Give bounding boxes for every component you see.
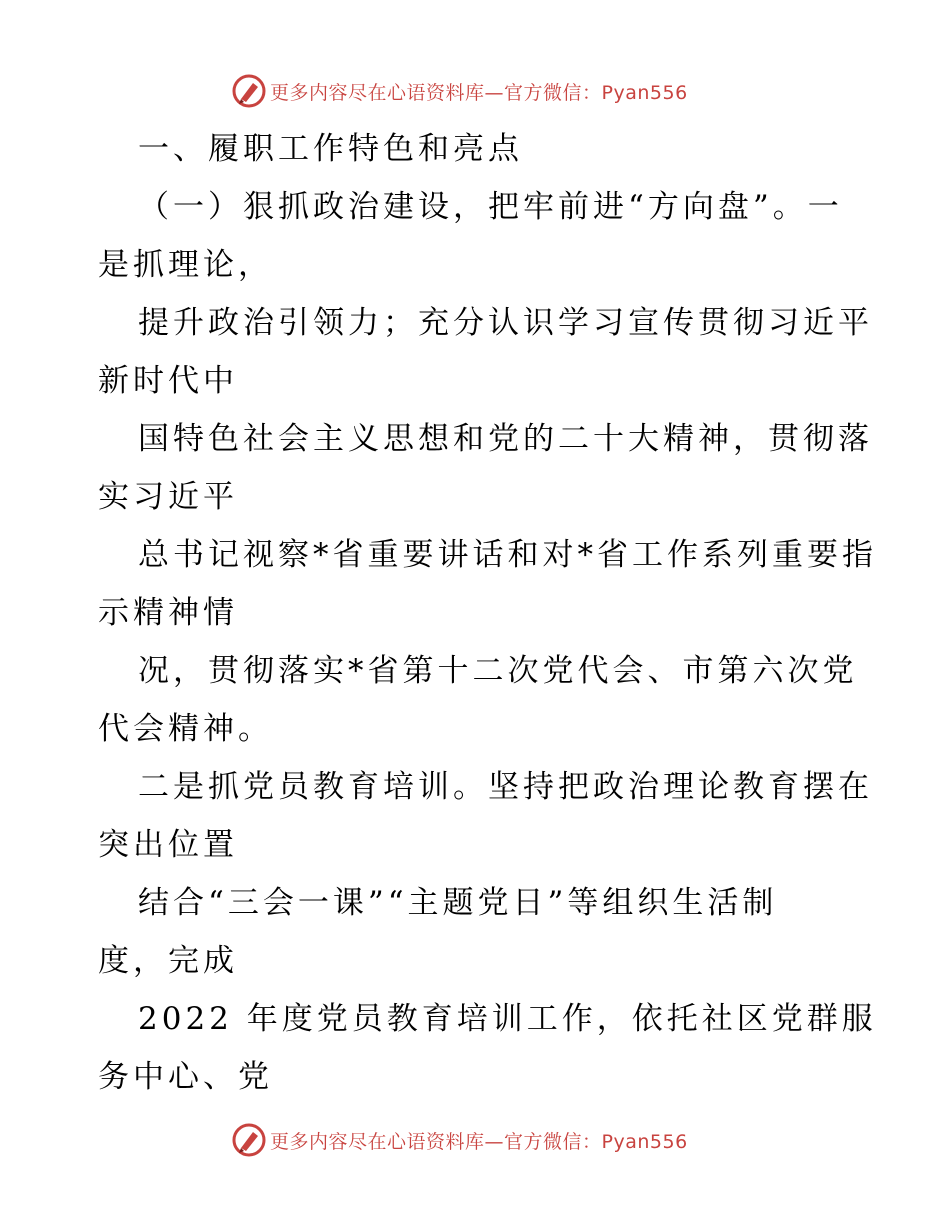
text-line: 二是抓党员教育培训。坚持把政治理论教育摆在 — [138, 769, 873, 805]
text-line: 突出位置 — [98, 827, 238, 863]
pen-logo-icon — [232, 1123, 266, 1157]
text-line: 结合“三会一课”“主题党日”等组织生活制 — [138, 885, 778, 921]
watermark-text: 更多内容尽在心语资料库—官方微信：Pyan556 — [270, 81, 688, 104]
text-line: 实习近平 — [98, 479, 238, 515]
text-line: 国特色社会主义思想和党的二十大精神，贯彻落 — [138, 421, 873, 457]
text-line: （一）狠抓政治建设，把牢前进“方向盘”。一 — [138, 189, 843, 225]
text-line: 总书记视察*省重要讲话和对*省工作系列重要指 — [138, 537, 877, 573]
text-line: 务中心、党 — [98, 1059, 273, 1095]
footer-watermark — [232, 1123, 712, 1157]
text-line: 示精神情 — [98, 595, 238, 631]
text-line: 新时代中 — [98, 363, 238, 399]
text-line: 度，完成 — [98, 943, 238, 979]
pen-logo-icon — [232, 74, 266, 108]
text-line: 代会精神。 — [98, 711, 273, 747]
document-body — [98, 120, 877, 1106]
watermark-text: 更多内容尽在心语资料库—官方微信：Pyan556 — [270, 1130, 688, 1153]
text-line: 提升政治引领力；充分认识学习宣传贯彻习近平 — [138, 305, 873, 341]
text-line: 2022 年度党员教育培训工作，依托社区党群服 — [138, 1001, 877, 1037]
header-watermark — [232, 74, 712, 108]
text-line: 是抓理论， — [98, 247, 273, 283]
text-line: 一、履职工作特色和亮点 — [138, 131, 523, 167]
text-line: 况，贯彻落实*省第十二次党代会、市第六次党 — [138, 653, 858, 689]
